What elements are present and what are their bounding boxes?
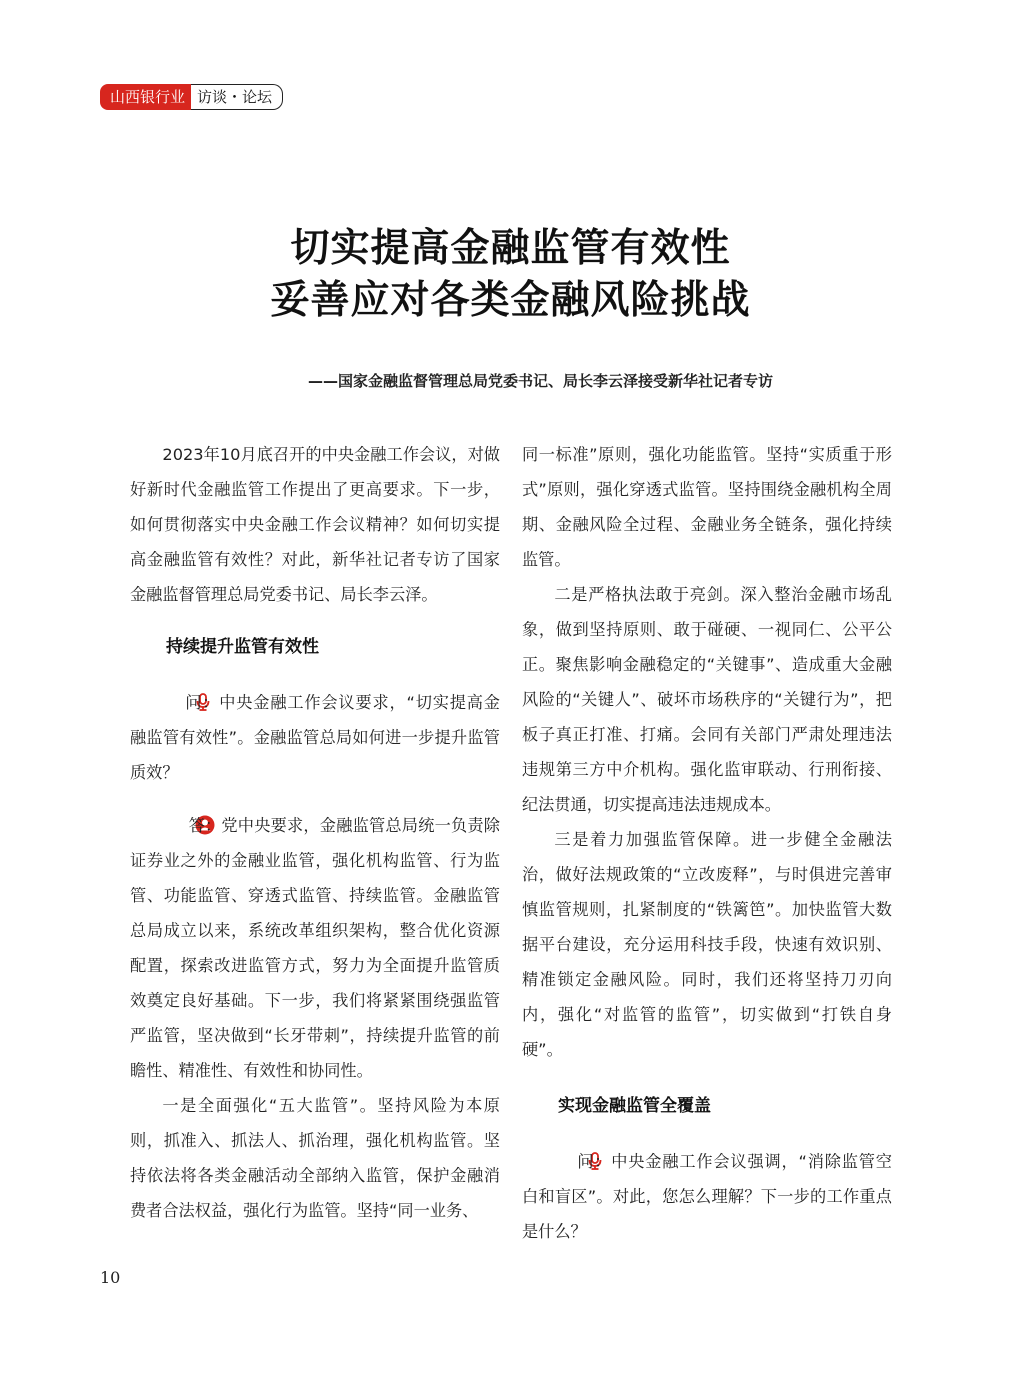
right-column	[522, 437, 892, 1249]
person-icon	[162, 812, 182, 832]
section-heading-2: 实现金融监管全覆盖	[558, 1096, 711, 1116]
article-title	[0, 222, 1021, 326]
title-line-1: 切实提高金融监管有效性	[290, 225, 731, 271]
title-line-2: 妥善应对各类金融风险挑战	[270, 277, 751, 323]
left-column	[130, 437, 500, 1228]
question-2	[522, 1144, 892, 1249]
section-heading-1: 持续提升监管有效性	[166, 637, 319, 657]
question-1	[130, 685, 500, 790]
question-1-text: 问：中央金融工作会议要求，“切实提高金融监管有效性”。金融监管总局如何进一步提升监管质效？	[130, 693, 500, 782]
answer-1-text: 答：党中央要求，金融监管总局统一负责除证券业之外的金融业监管，强化机构监管、行为监管、功能监管、穿透式监管、持续监管。金融监管总局成立以来，系统改革组织架构，整合优化资源配置，探索改进监管方式，努力为全面提升监管质效奠定良好基础。下一步，我们将紧紧围绕强监管严监管，坚决做到“长牙带刺”，持续提升监管的前瞻性、精准性、有效性和协同性。	[130, 816, 500, 1080]
header-tag	[100, 84, 283, 110]
microphone-icon	[162, 688, 178, 706]
answer-1	[130, 808, 500, 1088]
paragraph-five-supervision: 一是全面强化“五大监管”。坚持风险为本原则，抓准入、抓法人、抓治理，强化机构监管。坚持依法将各类金融活动全部纳入监管，保护金融消费者合法权益，强化行为监管。坚持“同一业务、	[130, 1096, 500, 1220]
article-subtitle: ——国家金融监督管理总局党委书记、局长李云泽接受新华社记者专访	[307, 372, 773, 390]
paragraph-guarantee: 三是着力加强监管保障。进一步健全金融法治，做好法规政策的“立改废释”，与时俱进完善审慎监管规则，扎紧制度的“铁篱笆”。加快监管大数据平台建设，充分运用科技手段，快速有效识别、精准锁定金融风险。同时，我们还将坚持刀刃向内，强化“对监管的监管”，切实做到“打铁自身硬”。	[522, 830, 892, 1059]
microphone-icon	[554, 1147, 570, 1165]
intro-paragraph: 2023年10月底召开的中央金融工作会议，对做好新时代金融监管工作提出了更高要求。下一步，如何贯彻落实中央金融工作会议精神？如何切实提高金融监管有效性？对此，新华社记者专访了国家金融监督管理总局党委书记、局长李云泽。	[130, 445, 500, 604]
page-number: 10	[100, 1268, 121, 1287]
question-2-text: 问：中央金融工作会议强调，“消除监管空白和盲区”。对此，您怎么理解？下一步的工作重点是什么？	[522, 1152, 892, 1241]
paragraph-continued: 同一标准”原则，强化功能监管。坚持“实质重于形式”原则，强化穿透式监管。坚持围绕金融机构全周期、金融风险全过程、金融业务全链条，强化持续监管。	[522, 445, 892, 569]
brand-label: 山西银行业	[100, 84, 191, 110]
section-label: 访谈・论坛	[191, 84, 283, 110]
paragraph-enforcement: 二是严格执法敢于亮剑。深入整治金融市场乱象，做到坚持原则、敢于碰硬、一视同仁、公平公正。聚焦影响金融稳定的“关键事”、造成重大金融风险的“关键人”、破坏市场秩序的“关键行为”，把板子真正打准、打痛。会同有关部门严肃处理违法违规第三方中介机构。强化监审联动、行刑衔接、纪法贯通，切实提高违法违规成本。	[522, 585, 892, 814]
